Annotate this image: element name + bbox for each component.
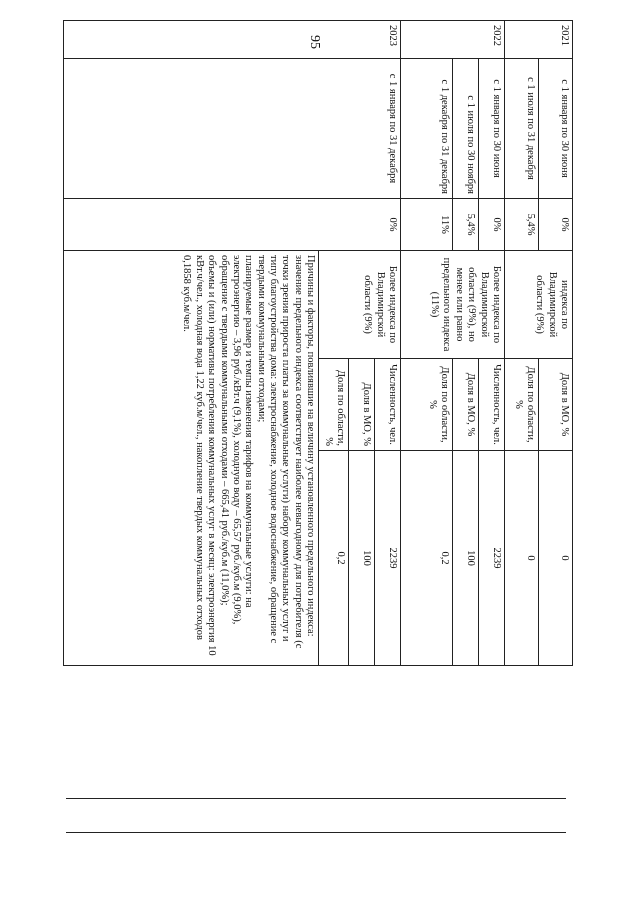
metric-label: Доля в МО, % [453,359,479,451]
metric-label: Доля по области, % [505,359,539,451]
percent-cell: 5,4% [505,199,539,251]
metric-label: Доля по области, % [401,359,453,451]
period-cell: с 1 июля по 30 ноября [453,59,479,199]
metric-label: Численность, чел. [479,359,505,451]
reasons-paragraph: объемы и (или) нормативы потребления коммунальных услуг в месяц: электроэнергия 10 кВт.ч/чел., холодная вода 1,22 куб.м/чел., накопление твердых коммунальных отходов 0,1858 куб.м/чел. [181,255,218,656]
table-row [539,21,573,666]
metric-label: Доля в МО, % [349,359,375,451]
reasons-paragraph: значение предельного индекса соответствует наиболее невыгодному для потребителя (с точки зрения прироста платы за коммунальные услуги) набору коммунальных услуг и типу благоустройства дома: электроснабжение, холодное водоснабжение, обращение с твердыми коммунальными отходами; [255,255,304,649]
metric-value: 0,2 [319,451,349,666]
year-cell: 2022 [401,21,505,59]
metric-value: 0 [539,451,573,666]
metric-value: 2239 [375,451,401,666]
reasons-cell [64,251,319,666]
page-number: 95 [307,35,322,49]
percent-cell: 11% [401,199,453,251]
table-row [479,21,505,666]
metric-label: Численность, чел. [375,359,401,451]
reasons-paragraph: планируемые размер и темпы изменения тарифов на коммунальные услуги: на электроэнергию – 3,96 руб./кВт.ч (9,1%), холодную воду – 65,57 руб./куб.м (9,0%), обращение с твердыми коммунальными отходами – 665,41 руб./куб.м (11,0%); [218,255,255,625]
percent-cell: 5,4% [453,199,479,251]
bottom-rule [66,798,566,799]
year-cell: 2023 [64,21,401,59]
index-cell: Более индекса по Владимирской области (9%) [319,251,401,359]
index-cell: Более индекса по Владимирской области (9%), но менее или равно предельного индекса (11%) [401,251,505,359]
metric-value: 100 [453,451,479,666]
metric-value: 0 [505,451,539,666]
percent-cell: 0% [539,199,573,251]
metric-value: 0,2 [401,451,453,666]
document-table [63,20,573,665]
period-cell: с 1 января по 30 июня [479,59,505,199]
period-cell: с 1 января по 31 декабря [64,59,401,199]
percent-cell: 0% [64,199,401,251]
metric-value: 100 [349,451,375,666]
percent-cell: 0% [479,199,505,251]
reasons-paragraph: Причины и факторы, повлиявшие на величину установленного предельного индекса: [305,255,317,637]
year-cell: 2021 [505,21,573,59]
metric-value: 2239 [479,451,505,666]
index-cell: индекса по Владимирской области (9%) [505,251,573,359]
metric-label: Доля по области, % [319,359,349,451]
metric-label: Доля в МО, % [539,359,573,451]
period-cell: с 1 января по 30 июня [539,59,573,199]
period-cell: с 1 декабря по 31 декабря [401,59,453,199]
bottom-rule [66,832,566,833]
table-row [375,21,401,666]
period-cell: с 1 июля по 31 декабря [505,59,539,199]
